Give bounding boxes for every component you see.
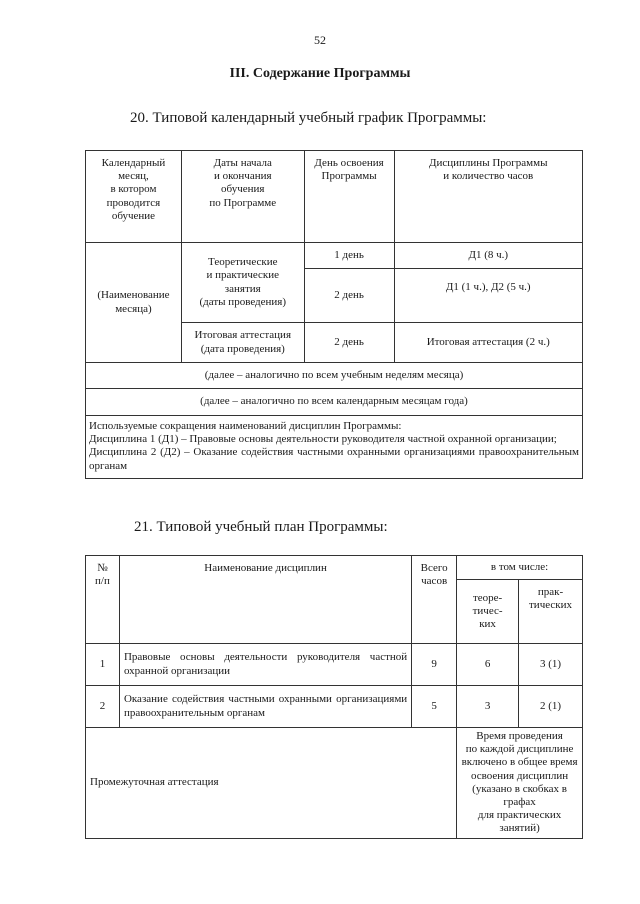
disciplines-cell: Д1 (8 ч.) bbox=[394, 243, 583, 269]
table-row bbox=[86, 644, 583, 686]
header-including: в том числе: bbox=[457, 556, 583, 580]
plan-header-row bbox=[86, 556, 583, 580]
row-practice: 2 (1) bbox=[519, 686, 583, 728]
schedule-heading: 20. Типовой календарный учебный график Программы: bbox=[130, 110, 487, 126]
schedule-header-row bbox=[86, 151, 583, 243]
header-disciplines: Дисциплины Программы и количество часов bbox=[394, 151, 583, 243]
day-cell: 1 день bbox=[304, 243, 394, 269]
header-total: Всего часов bbox=[412, 556, 457, 644]
header-month: Календарный месяц, в котором проводится обучение bbox=[86, 151, 182, 243]
final-disciplines-cell: Итоговая аттестация (2 ч.) bbox=[394, 323, 583, 363]
note-weeks: (далее – аналогично по всем учебным неделям месяца) bbox=[86, 363, 583, 389]
final-date-cell: Итоговая аттестация (дата проведения) bbox=[181, 323, 304, 363]
section-title: III. Содержание Программы bbox=[229, 66, 411, 81]
intermediate-note: Время проведения по каждой дисциплине включено в общее время освоения дисциплин (указано в скобках в графах для практических занятий) bbox=[457, 728, 583, 839]
row-total: 5 bbox=[412, 686, 457, 728]
intermediate-row bbox=[86, 728, 583, 839]
row-total: 9 bbox=[412, 644, 457, 686]
day-cell: 2 день bbox=[304, 269, 394, 323]
header-name: Наименование дисциплин bbox=[119, 556, 411, 644]
header-practice: прак- тических bbox=[519, 580, 583, 644]
disciplines-cell: Д1 (1 ч.), Д2 (5 ч.) bbox=[394, 269, 583, 323]
row-num: 1 bbox=[86, 644, 120, 686]
schedule-table bbox=[85, 150, 583, 479]
row-name: Правовые основы деятельности руководителя частной охранной организации bbox=[119, 644, 411, 686]
header-day: День освоения Программы bbox=[304, 151, 394, 243]
month-cell: (Наименование месяца) bbox=[86, 243, 182, 363]
page-number: 52 bbox=[314, 33, 326, 47]
theory-dates-cell: Теоретические и практические занятия (даты проведения) bbox=[181, 243, 304, 323]
table-row bbox=[86, 686, 583, 728]
row-theory: 3 bbox=[457, 686, 519, 728]
row-num: 2 bbox=[86, 686, 120, 728]
header-num: № п/п bbox=[86, 556, 120, 644]
row-name: Оказание содействия частными охранными организациями правоохранительным органам bbox=[119, 686, 411, 728]
schedule-row bbox=[86, 243, 583, 269]
plan-heading: 21. Типовой учебный план Программы: bbox=[134, 519, 388, 535]
final-day-cell: 2 день bbox=[304, 323, 394, 363]
header-theory: теоре- тичес- ких bbox=[457, 580, 519, 644]
intermediate-label: Промежуточная аттестация bbox=[86, 728, 457, 839]
header-dates: Даты начала и окончания обучения по Программе bbox=[181, 151, 304, 243]
note-months: (далее – аналогично по всем календарным месяцам года) bbox=[86, 389, 583, 416]
plan-table bbox=[85, 555, 583, 839]
row-theory: 6 bbox=[457, 644, 519, 686]
abbreviations-note: Используемые сокращения наименований дисциплин Программы: Дисциплина 1 (Д1) – Правовые основы деятельности руководителя частной охранной организации; Дисциплина 2 (Д2) – Оказание содействия частными охранными организациями правоохранительным органам bbox=[86, 416, 583, 479]
row-practice: 3 (1) bbox=[519, 644, 583, 686]
